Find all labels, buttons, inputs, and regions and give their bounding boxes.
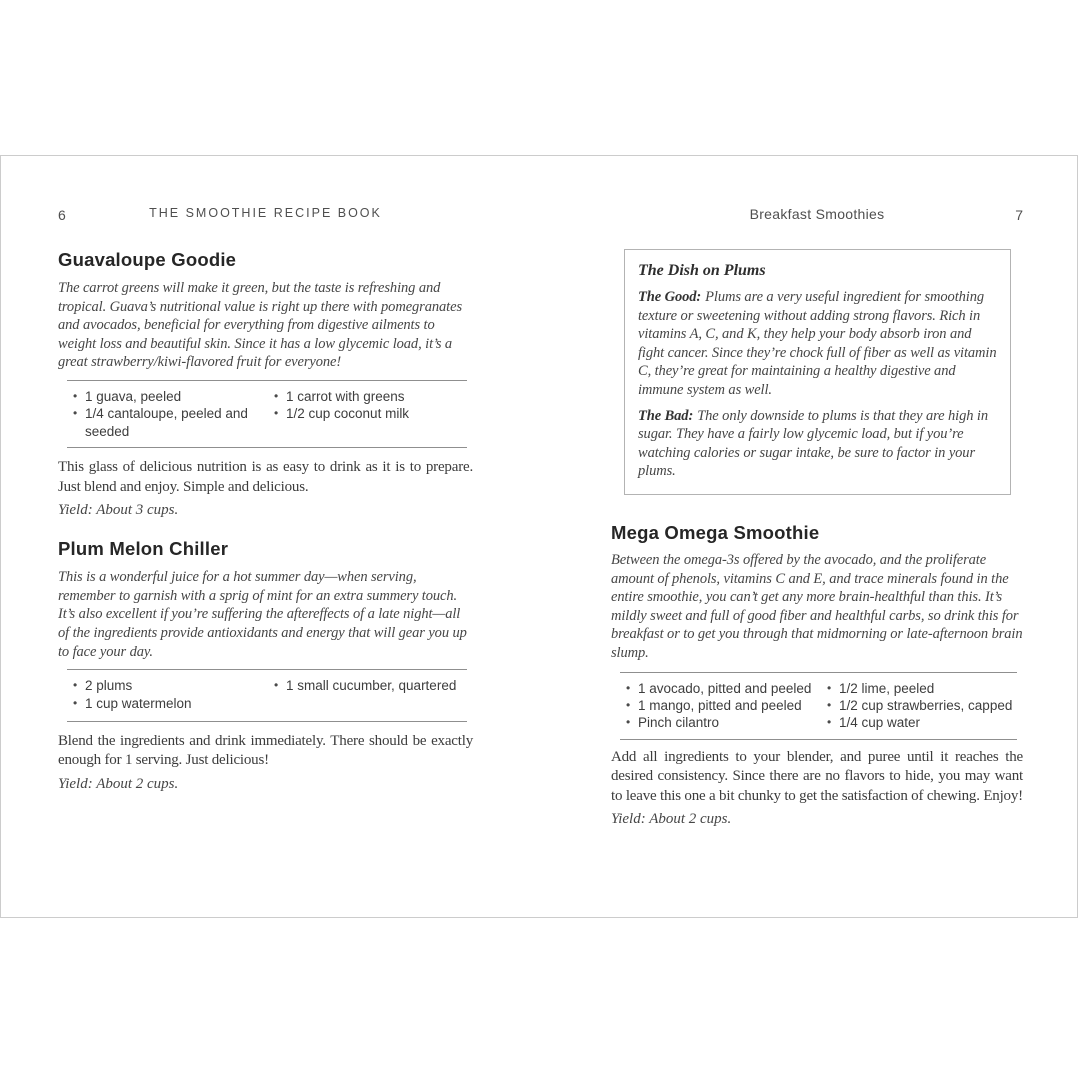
- info-box-title: The Dish on Plums: [638, 262, 766, 279]
- ingredient-item: [827, 714, 1023, 731]
- left-page-number: 6: [58, 207, 66, 223]
- bullet-icon: [626, 697, 638, 714]
- paragraph-text: The only downside to plums is that they are high in sugar. They have a fairly low glycemic load, but if you’re watching calories or sugar intake, be sure to factor in your plums.: [638, 407, 988, 480]
- ingredient-item: [626, 714, 827, 731]
- bullet-icon: [274, 388, 286, 405]
- left-page: [58, 206, 473, 794]
- bullet-icon: [827, 714, 839, 731]
- ingredient-rule-top: [67, 669, 467, 670]
- ingredient-text: 1/4 cantaloupe, peeled and seeded: [85, 406, 248, 439]
- bullet-icon: [73, 405, 85, 440]
- ingredient-item: [274, 677, 473, 694]
- ingredient-item: [73, 405, 274, 440]
- recipe-instructions: Blend the ingredients and drink immediately. There should be exactly enough for 1 serving. Just delicious!: [58, 732, 473, 769]
- ingredient-item: [73, 677, 274, 694]
- right-page-number: 7: [1015, 207, 1023, 223]
- ingredient-item: [73, 695, 274, 712]
- book-spread: [0, 155, 1078, 918]
- ingredient-text: 1 mango, pitted and peeled: [638, 697, 802, 713]
- info-box-paragraph-good: [638, 288, 997, 400]
- paragraph-text: Plums are a very useful ingredient for smoothing texture or sweetening without adding strong flavors. Rich in vitamins A, C, and K, they help your body absorb iron and fight cancer. Since they’re chock full of fiber as well as vitamin C, they’re great for maintaining a healthy digestive and immune system as well.: [638, 289, 997, 398]
- recipe-title-plum-melon-chiller: Plum Melon Chiller: [58, 538, 229, 560]
- paragraph-label: The Good:: [638, 289, 702, 305]
- ingredient-item: [827, 697, 1023, 714]
- ingredients-column-2: [827, 680, 1023, 732]
- ingredient-text: 1 avocado, pitted and peeled: [638, 680, 812, 696]
- ingredient-item: [626, 697, 827, 714]
- ingredient-rule-bottom: [67, 721, 467, 722]
- ingredients-column-2: [274, 388, 473, 440]
- ingredient-item: [274, 388, 473, 405]
- ingredients-column-1: [58, 388, 274, 440]
- recipe-intro: This is a wonderful juice for a hot summer day—when serving, remember to garnish with a sprig of mint for an extra summery touch. It’s also excellent if you’re suffering the aftereffects of a late night—all of the ingredients provide antioxidants and energy that will gear you up to face your day.: [58, 569, 467, 660]
- ingredient-rule-top: [67, 380, 467, 381]
- bullet-icon: [274, 405, 286, 422]
- recipe-instructions: This glass of delicious nutrition is as easy to drink as it is to prepare. Just blend and enjoy. Simple and delicious.: [58, 459, 473, 495]
- recipe-yield: Yield: About 2 cups.: [611, 811, 732, 828]
- right-page-header: [611, 206, 1023, 224]
- recipe-intro: Between the omega-3s offered by the avocado, and the proliferate amount of phenols, vitamins C and E, and trace minerals found in the entire smoothie, you can’t get any more brain-healthful than this. It’s mildly sweet and full of good fiber and healthful carbs, so drink this for breakfast or to get you through that midmorning or late-afternoon brain slump.: [611, 551, 1023, 661]
- ingredient-rule-bottom: [67, 447, 467, 448]
- bullet-icon: [274, 677, 286, 694]
- ingredient-text: 1/4 cup water: [839, 715, 921, 731]
- ingredients-list: [611, 680, 1023, 732]
- ingredient-item: [274, 405, 473, 422]
- bullet-icon: [827, 697, 839, 714]
- ingredients-list: [58, 677, 473, 712]
- right-page: [611, 206, 1023, 829]
- ingredient-item: [626, 680, 827, 697]
- bullet-icon: [827, 680, 839, 697]
- recipe-intro: The carrot greens will make it green, but the taste is refreshing and tropical. Guava’s nutritional value is right up there with pomegranates and avocados, beneficial for everything from digestive ailments to weight loss and beautiful skin. Since it has a low glycemic load, it’s a great strawberry/kiwi-flavored fruit for everyone!: [58, 280, 462, 371]
- bullet-icon: [626, 680, 638, 697]
- recipe-instructions: Add all ingredients to your blender, and puree until it reaches the desired consistency. Since there are no flavors to hide, you may want to leave this one a bit chunky to get the satisfaction of chewing. Enjoy!: [611, 748, 1023, 804]
- ingredient-rule-bottom: [620, 739, 1017, 740]
- ingredient-text: 1 small cucumber, quartered: [286, 678, 457, 694]
- ingredient-text: 1 guava, peeled: [85, 388, 182, 404]
- ingredient-rule-top: [620, 672, 1017, 673]
- ingredient-text: 1/2 cup coconut milk: [286, 406, 410, 422]
- info-box-paragraph-bad: [638, 407, 997, 481]
- bullet-icon: [73, 695, 85, 712]
- ingredient-text: 1/2 lime, peeled: [839, 680, 935, 696]
- paragraph-label: The Bad:: [638, 407, 694, 424]
- ingredient-item: [73, 388, 274, 405]
- bullet-icon: [73, 388, 85, 405]
- bullet-icon: [626, 714, 638, 731]
- ingredients-list: [58, 388, 473, 440]
- ingredient-text: 2 plums: [85, 678, 133, 694]
- left-running-head: THE SMOOTHIE RECIPE BOOK: [149, 206, 382, 220]
- recipe-yield: Yield: About 2 cups.: [58, 775, 179, 792]
- ingredient-text: 1 carrot with greens: [286, 388, 405, 404]
- ingredient-text: 1 cup watermelon: [85, 695, 192, 711]
- ingredients-column-1: [58, 677, 274, 712]
- bullet-icon: [73, 677, 85, 694]
- info-box-dish-on-plums: [624, 249, 1011, 495]
- recipe-yield: Yield: About 3 cups.: [58, 502, 179, 519]
- recipe-title-mega-omega-smoothie: Mega Omega Smoothie: [611, 521, 820, 543]
- ingredient-text: Pinch cilantro: [638, 715, 720, 731]
- ingredients-column-1: [611, 680, 827, 732]
- left-page-header: [58, 206, 473, 224]
- ingredients-column-2: [274, 677, 473, 712]
- right-running-head: Breakfast Smoothies: [749, 206, 885, 222]
- ingredient-item: [827, 680, 1023, 697]
- ingredient-text: 1/2 cup strawberries, capped: [839, 697, 1013, 713]
- recipe-title-guavaloupe-goodie: Guavaloupe Goodie: [58, 249, 237, 270]
